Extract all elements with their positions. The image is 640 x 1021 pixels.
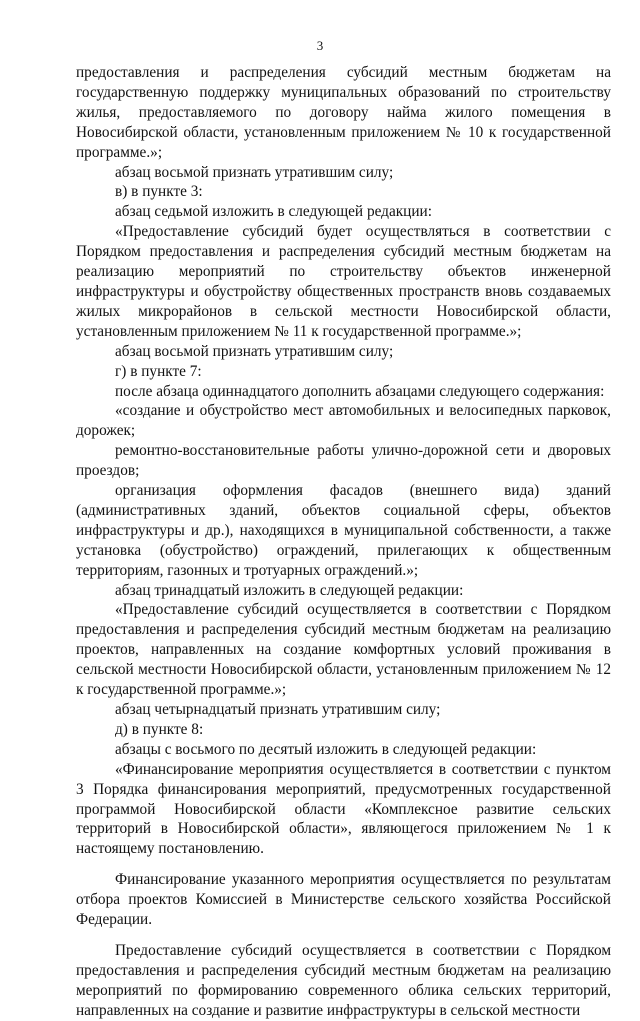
page-number: 3 xyxy=(316,38,324,53)
paragraph: абзац восьмой признать утратившим силу; xyxy=(115,342,394,360)
document-body xyxy=(76,63,611,1021)
paragraph: «Финансирование мероприятия осуществляется в соответствии с пунктом 3 Порядка финансирования мероприятий, предусмотренных государственной программой Новосибирской области «Комплексное развитие сельских территорий в Новосибирской области», являющегося приложением № 1 к настоящему постановлению. xyxy=(76,760,611,858)
paragraph: предоставления и распределения субсидий местным бюджетам на государственную поддержку муниципальных образований по строительству жилья, предоставляемого по договору найма жилого помещения в Новосибирской области, установленным приложением № 10 к государственной программе.»; xyxy=(76,64,611,161)
paragraph: «Предоставление субсидий будет осуществляться в соответствии с Порядком предоставления и распределения субсидий местным бюджетам на реализацию мероприятий по строительству объектов инженерной инфраструктуры и обустройству общественных пространств вновь создаваемых жилых микрорайонов в сельской местности Новосибирской области, установленным приложением № 11 к государственной программе.»; xyxy=(76,223,611,340)
paragraph: «Предоставление субсидий осуществляется в соответствии с Порядком предоставления и распределения субсидий местным бюджетам на реализацию проектов, направленных на создание комфортных условий проживания в сельской местности Новосибирской области, установленным приложением № 12 к государственной программе.»; xyxy=(76,601,611,699)
paragraph: ремонтно-восстановительные работы улично-дорожной сети и дворовых проездов; xyxy=(76,442,611,480)
paragraph: после абзаца одиннадцатого дополнить абзацами следующего содержания: xyxy=(115,382,605,400)
paragraph: «создание и обустройство мест автомобильных и велосипедных парковок, дорожек; xyxy=(76,402,611,440)
paragraph: абзац четырнадцатый признать утратившим силу; xyxy=(115,701,441,718)
paragraph: г) в пункте 7: xyxy=(115,362,202,380)
paragraph: абзац восьмой признать утратившим силу; xyxy=(115,163,394,181)
paragraph: в) в пункте 3: xyxy=(115,183,203,201)
paragraph: абзац тринадцатый изложить в следующей редакции: xyxy=(115,581,464,599)
paragraph: абзацы с восьмого по десятый изложить в следующей редакции: xyxy=(115,740,537,758)
paragraph: Предоставление субсидий осуществляется в соответствии с Порядком предоставления и распределения субсидий местным бюджетам на реализацию мероприятий по формированию современного облика сельских территорий, направленных на создание и развитие инфраструктуры в сельской местности xyxy=(76,941,611,1019)
paragraph: Финансирование указанного мероприятия осуществляется по результатам отбора проектов Комиссией в Министерстве сельского хозяйства Российской Федерации. xyxy=(76,871,611,929)
paragraph: абзац седьмой изложить в следующей редакции: xyxy=(115,203,432,221)
paragraph: организация оформления фасадов (внешнего вида) зданий (административных зданий, объектов социальной сферы, объектов инфраструктуры и др.), находящихся в муниципальной собственности, а также установка (обустройство) ограждений, прилегающих к общественным территориям, газонных и тротуарных ограждений.»; xyxy=(76,482,611,579)
paragraph: д) в пункте 8: xyxy=(115,720,204,738)
